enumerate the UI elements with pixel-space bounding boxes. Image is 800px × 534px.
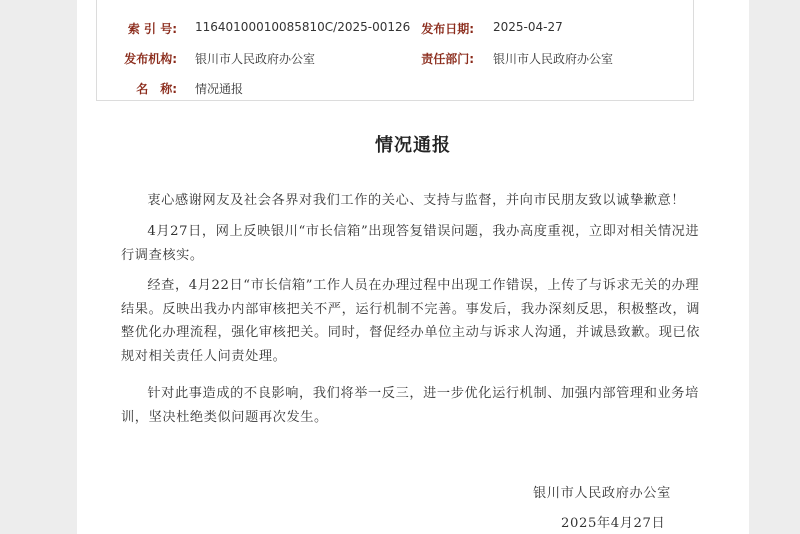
paragraph: 4月27日，网上反映银川“市长信箱”出现答复错误问题，我办高度重视，立即对相关情况进行调查核实。 xyxy=(121,224,700,263)
index-number-value: 11640100010085810C/2025-00126 xyxy=(195,20,411,34)
signature-date: 2025年4月27日 xyxy=(561,516,666,531)
publishing-org-label: 发布机构: xyxy=(124,52,177,66)
signature-org: 银川市人民政府办公室 xyxy=(533,486,671,501)
publishing-org-value: 银川市人民政府办公室 xyxy=(195,52,316,66)
publish-date-label: 发布日期: xyxy=(421,22,474,36)
paragraph: 经查，4月22日“市长信箱”工作人员在办理过程中出现工作错误，上传了与诉求无关的办理结果。反映出我办内部审核把关不严，运行机制不完善。事发后，我办深刻反思，积极整改，调整优化办理流程，强化审核把关。同时，督促经办单位主动与诉求人沟通，并诚恳致歉。现已依规对相关责任人问责处理。 xyxy=(121,278,701,364)
responsible-dept-value: 银川市人民政府办公室 xyxy=(493,52,614,66)
responsible-dept-label: 责任部门: xyxy=(421,52,474,66)
page-title: 情况通报 xyxy=(375,135,451,156)
publish-date-value: 2025-04-27 xyxy=(493,20,563,34)
paragraph: 针对此事造成的不良影响，我们将举一反三，进一步优化运行机制、加强内部管理和业务培训，坚决杜绝类似问题再次发生。 xyxy=(121,386,699,425)
paragraph: 衷心感谢网友及社会各界对我们工作的关心、支持与监督，并向市民朋友致以诚挚歉意！ xyxy=(147,193,686,208)
doc-name-value: 情况通报 xyxy=(195,82,244,96)
document-page xyxy=(77,0,749,534)
index-number-label: 索 引 号: xyxy=(127,22,177,36)
doc-name-label: 名 称: xyxy=(136,82,177,96)
metadata-table xyxy=(96,0,694,101)
